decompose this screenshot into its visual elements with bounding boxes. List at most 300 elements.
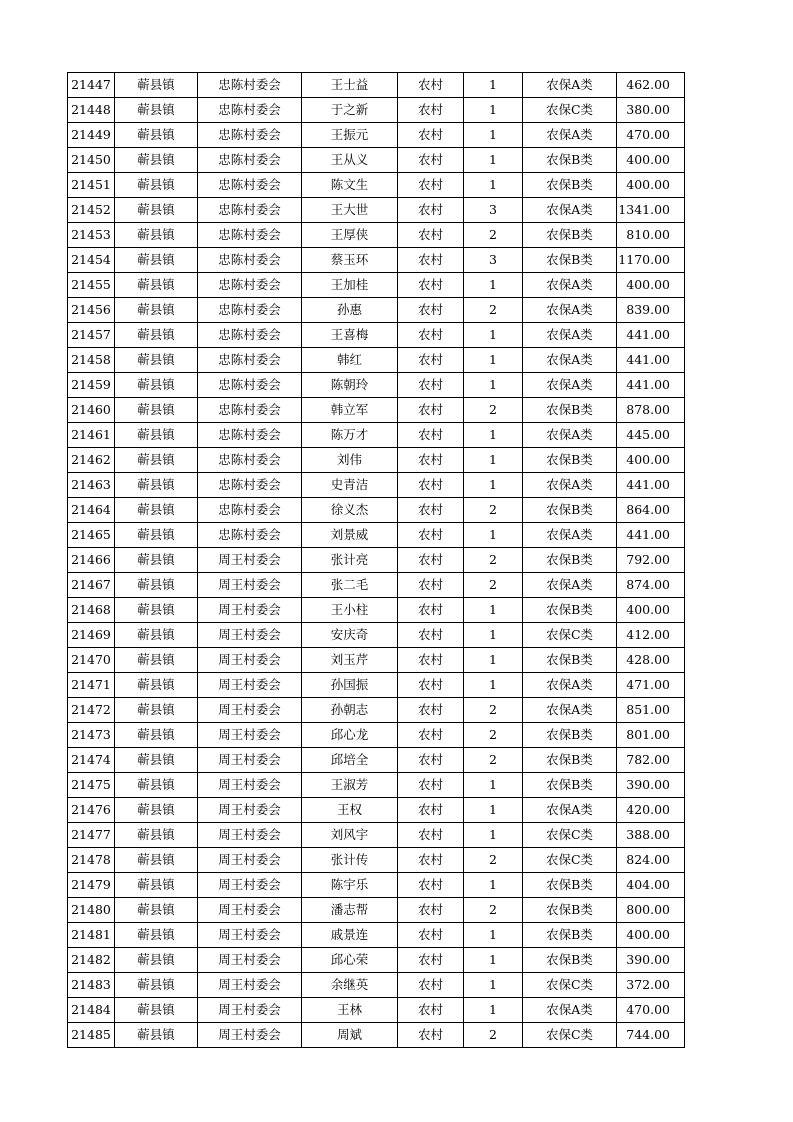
person-name-cell: 潘志帮	[302, 898, 398, 923]
insurance-category-cell: 农保C类	[523, 848, 617, 873]
person-name-cell: 徐义杰	[302, 498, 398, 523]
record-id-cell: 21479	[68, 873, 115, 898]
person-name-cell: 陈朝玲	[302, 373, 398, 398]
town-cell: 蕲县镇	[115, 623, 198, 648]
amount-cell: 864.00	[617, 498, 685, 523]
town-cell: 蕲县镇	[115, 398, 198, 423]
record-id-cell: 21468	[68, 598, 115, 623]
village-committee-cell: 忠陈村委会	[198, 123, 302, 148]
household-count-cell: 2	[464, 1023, 523, 1048]
record-id-cell: 21482	[68, 948, 115, 973]
record-id-cell: 21459	[68, 373, 115, 398]
record-id-cell: 21455	[68, 273, 115, 298]
insurance-category-cell: 农保A类	[523, 473, 617, 498]
insurance-category-cell: 农保B类	[523, 648, 617, 673]
town-cell: 蕲县镇	[115, 798, 198, 823]
person-name-cell: 戚景连	[302, 923, 398, 948]
record-id-cell: 21483	[68, 973, 115, 998]
village-committee-cell: 忠陈村委会	[198, 73, 302, 98]
amount-cell: 412.00	[617, 623, 685, 648]
table-row	[68, 723, 685, 748]
table-row	[68, 698, 685, 723]
area-type-cell: 农村	[398, 848, 464, 873]
record-id-cell: 21484	[68, 998, 115, 1023]
amount-cell: 792.00	[617, 548, 685, 573]
insurance-category-cell: 农保A类	[523, 998, 617, 1023]
record-id-cell: 21472	[68, 698, 115, 723]
town-cell: 蕲县镇	[115, 673, 198, 698]
village-committee-cell: 周王村委会	[198, 548, 302, 573]
village-committee-cell: 周王村委会	[198, 698, 302, 723]
insurance-category-cell: 农保B类	[523, 548, 617, 573]
area-type-cell: 农村	[398, 1023, 464, 1048]
table-row	[68, 823, 685, 848]
area-type-cell: 农村	[398, 598, 464, 623]
person-name-cell: 王林	[302, 998, 398, 1023]
amount-cell: 441.00	[617, 523, 685, 548]
area-type-cell: 农村	[398, 898, 464, 923]
person-name-cell: 邱培全	[302, 748, 398, 773]
table-row	[68, 998, 685, 1023]
amount-cell: 441.00	[617, 348, 685, 373]
town-cell: 蕲县镇	[115, 323, 198, 348]
insurance-category-cell: 农保A类	[523, 798, 617, 823]
person-name-cell: 安庆奇	[302, 623, 398, 648]
town-cell: 蕲县镇	[115, 373, 198, 398]
village-committee-cell: 忠陈村委会	[198, 148, 302, 173]
area-type-cell: 农村	[398, 823, 464, 848]
insurance-category-cell: 农保B类	[523, 748, 617, 773]
town-cell: 蕲县镇	[115, 448, 198, 473]
household-count-cell: 1	[464, 598, 523, 623]
insurance-category-cell: 农保B类	[523, 598, 617, 623]
village-committee-cell: 周王村委会	[198, 823, 302, 848]
village-committee-cell: 周王村委会	[198, 598, 302, 623]
record-id-cell: 21477	[68, 823, 115, 848]
village-committee-cell: 忠陈村委会	[198, 248, 302, 273]
town-cell: 蕲县镇	[115, 423, 198, 448]
town-cell: 蕲县镇	[115, 648, 198, 673]
town-cell: 蕲县镇	[115, 723, 198, 748]
household-count-cell: 2	[464, 723, 523, 748]
town-cell: 蕲县镇	[115, 98, 198, 123]
person-name-cell: 王振元	[302, 123, 398, 148]
household-count-cell: 1	[464, 998, 523, 1023]
town-cell: 蕲县镇	[115, 348, 198, 373]
record-id-cell: 21469	[68, 623, 115, 648]
table-row	[68, 123, 685, 148]
record-id-cell: 21452	[68, 198, 115, 223]
area-type-cell: 农村	[398, 648, 464, 673]
area-type-cell: 农村	[398, 948, 464, 973]
record-id-cell: 21451	[68, 173, 115, 198]
person-name-cell: 张计传	[302, 848, 398, 873]
area-type-cell: 农村	[398, 748, 464, 773]
town-cell: 蕲县镇	[115, 573, 198, 598]
table-row	[68, 973, 685, 998]
table-row	[68, 648, 685, 673]
area-type-cell: 农村	[398, 123, 464, 148]
area-type-cell: 农村	[398, 473, 464, 498]
table-row	[68, 298, 685, 323]
insurance-category-cell: 农保A类	[523, 523, 617, 548]
amount-cell: 372.00	[617, 973, 685, 998]
town-cell: 蕲县镇	[115, 948, 198, 973]
area-type-cell: 农村	[398, 923, 464, 948]
village-committee-cell: 忠陈村委会	[198, 498, 302, 523]
amount-cell: 441.00	[617, 473, 685, 498]
village-committee-cell: 周王村委会	[198, 873, 302, 898]
table-row	[68, 1023, 685, 1048]
amount-cell: 420.00	[617, 798, 685, 823]
amount-cell: 400.00	[617, 173, 685, 198]
amount-cell: 400.00	[617, 273, 685, 298]
household-count-cell: 2	[464, 698, 523, 723]
amount-cell: 801.00	[617, 723, 685, 748]
household-count-cell: 1	[464, 348, 523, 373]
record-id-cell: 21465	[68, 523, 115, 548]
amount-cell: 428.00	[617, 648, 685, 673]
person-name-cell: 刘风宇	[302, 823, 398, 848]
area-type-cell: 农村	[398, 298, 464, 323]
town-cell: 蕲县镇	[115, 1023, 198, 1048]
amount-cell: 400.00	[617, 598, 685, 623]
household-count-cell: 2	[464, 573, 523, 598]
area-type-cell: 农村	[398, 973, 464, 998]
household-count-cell: 1	[464, 648, 523, 673]
area-type-cell: 农村	[398, 573, 464, 598]
area-type-cell: 农村	[398, 273, 464, 298]
person-name-cell: 王加桂	[302, 273, 398, 298]
insurance-category-cell: 农保B类	[523, 448, 617, 473]
village-committee-cell: 忠陈村委会	[198, 348, 302, 373]
amount-cell: 470.00	[617, 998, 685, 1023]
table-row	[68, 548, 685, 573]
household-count-cell: 1	[464, 123, 523, 148]
village-committee-cell: 周王村委会	[198, 973, 302, 998]
record-id-cell: 21448	[68, 98, 115, 123]
table-row	[68, 848, 685, 873]
town-cell: 蕲县镇	[115, 598, 198, 623]
amount-cell: 744.00	[617, 1023, 685, 1048]
household-count-cell: 2	[464, 898, 523, 923]
village-committee-cell: 周王村委会	[198, 923, 302, 948]
insurance-category-cell: 农保C类	[523, 973, 617, 998]
town-cell: 蕲县镇	[115, 848, 198, 873]
record-id-cell: 21461	[68, 423, 115, 448]
record-id-cell: 21473	[68, 723, 115, 748]
amount-cell: 400.00	[617, 148, 685, 173]
household-count-cell: 2	[464, 848, 523, 873]
household-count-cell: 2	[464, 748, 523, 773]
insurance-category-cell: 农保B类	[523, 173, 617, 198]
table-row	[68, 773, 685, 798]
village-committee-cell: 忠陈村委会	[198, 423, 302, 448]
table-row	[68, 473, 685, 498]
insurance-category-cell: 农保A类	[523, 298, 617, 323]
table-row	[68, 923, 685, 948]
table-row	[68, 173, 685, 198]
area-type-cell: 农村	[398, 423, 464, 448]
household-count-cell: 1	[464, 623, 523, 648]
person-name-cell: 邱心龙	[302, 723, 398, 748]
record-id-cell: 21447	[68, 73, 115, 98]
insurance-category-cell: 农保B类	[523, 873, 617, 898]
person-name-cell: 王士益	[302, 73, 398, 98]
amount-cell: 380.00	[617, 98, 685, 123]
town-cell: 蕲县镇	[115, 773, 198, 798]
record-id-cell: 21460	[68, 398, 115, 423]
insurance-category-cell: 农保B类	[523, 948, 617, 973]
person-name-cell: 孙国振	[302, 673, 398, 698]
person-name-cell: 韩立军	[302, 398, 398, 423]
amount-cell: 851.00	[617, 698, 685, 723]
record-id-cell: 21450	[68, 148, 115, 173]
area-type-cell: 农村	[398, 548, 464, 573]
household-count-cell: 1	[464, 673, 523, 698]
household-count-cell: 2	[464, 548, 523, 573]
area-type-cell: 农村	[398, 98, 464, 123]
table-row	[68, 373, 685, 398]
record-id-cell: 21485	[68, 1023, 115, 1048]
village-committee-cell: 周王村委会	[198, 573, 302, 598]
amount-cell: 824.00	[617, 848, 685, 873]
household-count-cell: 1	[464, 323, 523, 348]
amount-cell: 839.00	[617, 298, 685, 323]
village-committee-cell: 忠陈村委会	[198, 223, 302, 248]
person-name-cell: 史青洁	[302, 473, 398, 498]
town-cell: 蕲县镇	[115, 173, 198, 198]
amount-cell: 878.00	[617, 398, 685, 423]
table-row	[68, 148, 685, 173]
insurance-category-cell: 农保B类	[523, 723, 617, 748]
person-name-cell: 王权	[302, 798, 398, 823]
area-type-cell: 农村	[398, 448, 464, 473]
area-type-cell: 农村	[398, 173, 464, 198]
village-committee-cell: 周王村委会	[198, 723, 302, 748]
amount-cell: 400.00	[617, 923, 685, 948]
table-row	[68, 623, 685, 648]
insurance-category-cell: 农保A类	[523, 673, 617, 698]
person-name-cell: 王淑芳	[302, 773, 398, 798]
amount-cell: 1341.00	[617, 198, 685, 223]
amount-cell: 874.00	[617, 573, 685, 598]
table-row	[68, 873, 685, 898]
insurance-category-cell: 农保A类	[523, 423, 617, 448]
record-id-cell: 21471	[68, 673, 115, 698]
household-count-cell: 1	[464, 73, 523, 98]
area-type-cell: 农村	[398, 148, 464, 173]
town-cell: 蕲县镇	[115, 223, 198, 248]
village-committee-cell: 周王村委会	[198, 773, 302, 798]
amount-cell: 400.00	[617, 448, 685, 473]
record-id-cell: 21462	[68, 448, 115, 473]
household-count-cell: 1	[464, 973, 523, 998]
village-committee-cell: 忠陈村委会	[198, 373, 302, 398]
area-type-cell: 农村	[398, 723, 464, 748]
person-name-cell: 余继英	[302, 973, 398, 998]
village-committee-cell: 周王村委会	[198, 948, 302, 973]
person-name-cell: 韩红	[302, 348, 398, 373]
village-committee-cell: 忠陈村委会	[198, 273, 302, 298]
amount-cell: 441.00	[617, 373, 685, 398]
household-count-cell: 1	[464, 873, 523, 898]
person-name-cell: 周斌	[302, 1023, 398, 1048]
table-body	[68, 73, 685, 1048]
village-committee-cell: 忠陈村委会	[198, 398, 302, 423]
household-count-cell: 1	[464, 473, 523, 498]
record-id-cell: 21476	[68, 798, 115, 823]
record-id-cell: 21474	[68, 748, 115, 773]
person-name-cell: 张计亮	[302, 548, 398, 573]
town-cell: 蕲县镇	[115, 123, 198, 148]
household-count-cell: 2	[464, 398, 523, 423]
table-row	[68, 948, 685, 973]
record-id-cell: 21457	[68, 323, 115, 348]
table-row	[68, 198, 685, 223]
person-name-cell: 王喜梅	[302, 323, 398, 348]
person-name-cell: 陈文生	[302, 173, 398, 198]
household-count-cell: 1	[464, 423, 523, 448]
town-cell: 蕲县镇	[115, 823, 198, 848]
insurance-category-cell: 农保B类	[523, 223, 617, 248]
insurance-category-cell: 农保B类	[523, 248, 617, 273]
record-id-cell: 21458	[68, 348, 115, 373]
amount-cell: 810.00	[617, 223, 685, 248]
table-row	[68, 673, 685, 698]
data-table	[67, 72, 685, 1048]
table-row	[68, 273, 685, 298]
town-cell: 蕲县镇	[115, 473, 198, 498]
record-id-cell: 21449	[68, 123, 115, 148]
record-id-cell: 21463	[68, 473, 115, 498]
table-row	[68, 223, 685, 248]
village-committee-cell: 周王村委会	[198, 1023, 302, 1048]
area-type-cell: 农村	[398, 623, 464, 648]
town-cell: 蕲县镇	[115, 873, 198, 898]
person-name-cell: 王从义	[302, 148, 398, 173]
record-id-cell: 21478	[68, 848, 115, 873]
table-row	[68, 248, 685, 273]
village-committee-cell: 忠陈村委会	[198, 298, 302, 323]
household-count-cell: 2	[464, 223, 523, 248]
person-name-cell: 孙朝志	[302, 698, 398, 723]
person-name-cell: 刘玉芹	[302, 648, 398, 673]
insurance-category-cell: 农保C类	[523, 98, 617, 123]
area-type-cell: 农村	[398, 673, 464, 698]
record-id-cell: 21464	[68, 498, 115, 523]
table-row	[68, 498, 685, 523]
table-row	[68, 448, 685, 473]
record-id-cell: 21475	[68, 773, 115, 798]
area-type-cell: 农村	[398, 198, 464, 223]
table-row	[68, 98, 685, 123]
amount-cell: 390.00	[617, 773, 685, 798]
insurance-category-cell: 农保B类	[523, 398, 617, 423]
table-row	[68, 598, 685, 623]
amount-cell: 462.00	[617, 73, 685, 98]
amount-cell: 404.00	[617, 873, 685, 898]
insurance-category-cell: 农保C类	[523, 823, 617, 848]
area-type-cell: 农村	[398, 348, 464, 373]
household-count-cell: 2	[464, 298, 523, 323]
amount-cell: 470.00	[617, 123, 685, 148]
area-type-cell: 农村	[398, 73, 464, 98]
insurance-category-cell: 农保A类	[523, 323, 617, 348]
insurance-category-cell: 农保B类	[523, 898, 617, 923]
village-committee-cell: 忠陈村委会	[198, 98, 302, 123]
town-cell: 蕲县镇	[115, 273, 198, 298]
town-cell: 蕲县镇	[115, 523, 198, 548]
village-committee-cell: 周王村委会	[198, 748, 302, 773]
area-type-cell: 农村	[398, 798, 464, 823]
insurance-category-cell: 农保B类	[523, 148, 617, 173]
household-count-cell: 3	[464, 248, 523, 273]
household-count-cell: 1	[464, 373, 523, 398]
village-committee-cell: 忠陈村委会	[198, 323, 302, 348]
amount-cell: 445.00	[617, 423, 685, 448]
amount-cell: 441.00	[617, 323, 685, 348]
amount-cell: 471.00	[617, 673, 685, 698]
person-name-cell: 邱心荣	[302, 948, 398, 973]
town-cell: 蕲县镇	[115, 748, 198, 773]
record-id-cell: 21466	[68, 548, 115, 573]
village-committee-cell: 忠陈村委会	[198, 173, 302, 198]
area-type-cell: 农村	[398, 698, 464, 723]
village-committee-cell: 周王村委会	[198, 673, 302, 698]
table-row	[68, 898, 685, 923]
person-name-cell: 刘景威	[302, 523, 398, 548]
insurance-category-cell: 农保A类	[523, 198, 617, 223]
household-count-cell: 1	[464, 773, 523, 798]
household-count-cell: 1	[464, 148, 523, 173]
record-id-cell: 21467	[68, 573, 115, 598]
town-cell: 蕲县镇	[115, 298, 198, 323]
town-cell: 蕲县镇	[115, 923, 198, 948]
area-type-cell: 农村	[398, 998, 464, 1023]
household-count-cell: 1	[464, 98, 523, 123]
town-cell: 蕲县镇	[115, 548, 198, 573]
town-cell: 蕲县镇	[115, 973, 198, 998]
table-row	[68, 73, 685, 98]
table-row	[68, 798, 685, 823]
table-row	[68, 523, 685, 548]
insurance-category-cell: 农保B类	[523, 498, 617, 523]
person-name-cell: 陈宇乐	[302, 873, 398, 898]
table-row	[68, 423, 685, 448]
amount-cell: 390.00	[617, 948, 685, 973]
village-committee-cell: 周王村委会	[198, 898, 302, 923]
person-name-cell: 于之新	[302, 98, 398, 123]
amount-cell: 782.00	[617, 748, 685, 773]
table-row	[68, 398, 685, 423]
record-id-cell: 21481	[68, 923, 115, 948]
village-committee-cell: 周王村委会	[198, 623, 302, 648]
household-count-cell: 2	[464, 498, 523, 523]
area-type-cell: 农村	[398, 248, 464, 273]
town-cell: 蕲县镇	[115, 498, 198, 523]
insurance-category-cell: 农保A类	[523, 273, 617, 298]
amount-cell: 1170.00	[617, 248, 685, 273]
town-cell: 蕲县镇	[115, 198, 198, 223]
village-committee-cell: 周王村委会	[198, 648, 302, 673]
village-committee-cell: 周王村委会	[198, 998, 302, 1023]
person-name-cell: 蔡玉环	[302, 248, 398, 273]
household-count-cell: 1	[464, 523, 523, 548]
table-row	[68, 348, 685, 373]
area-type-cell: 农村	[398, 223, 464, 248]
person-name-cell: 陈万才	[302, 423, 398, 448]
